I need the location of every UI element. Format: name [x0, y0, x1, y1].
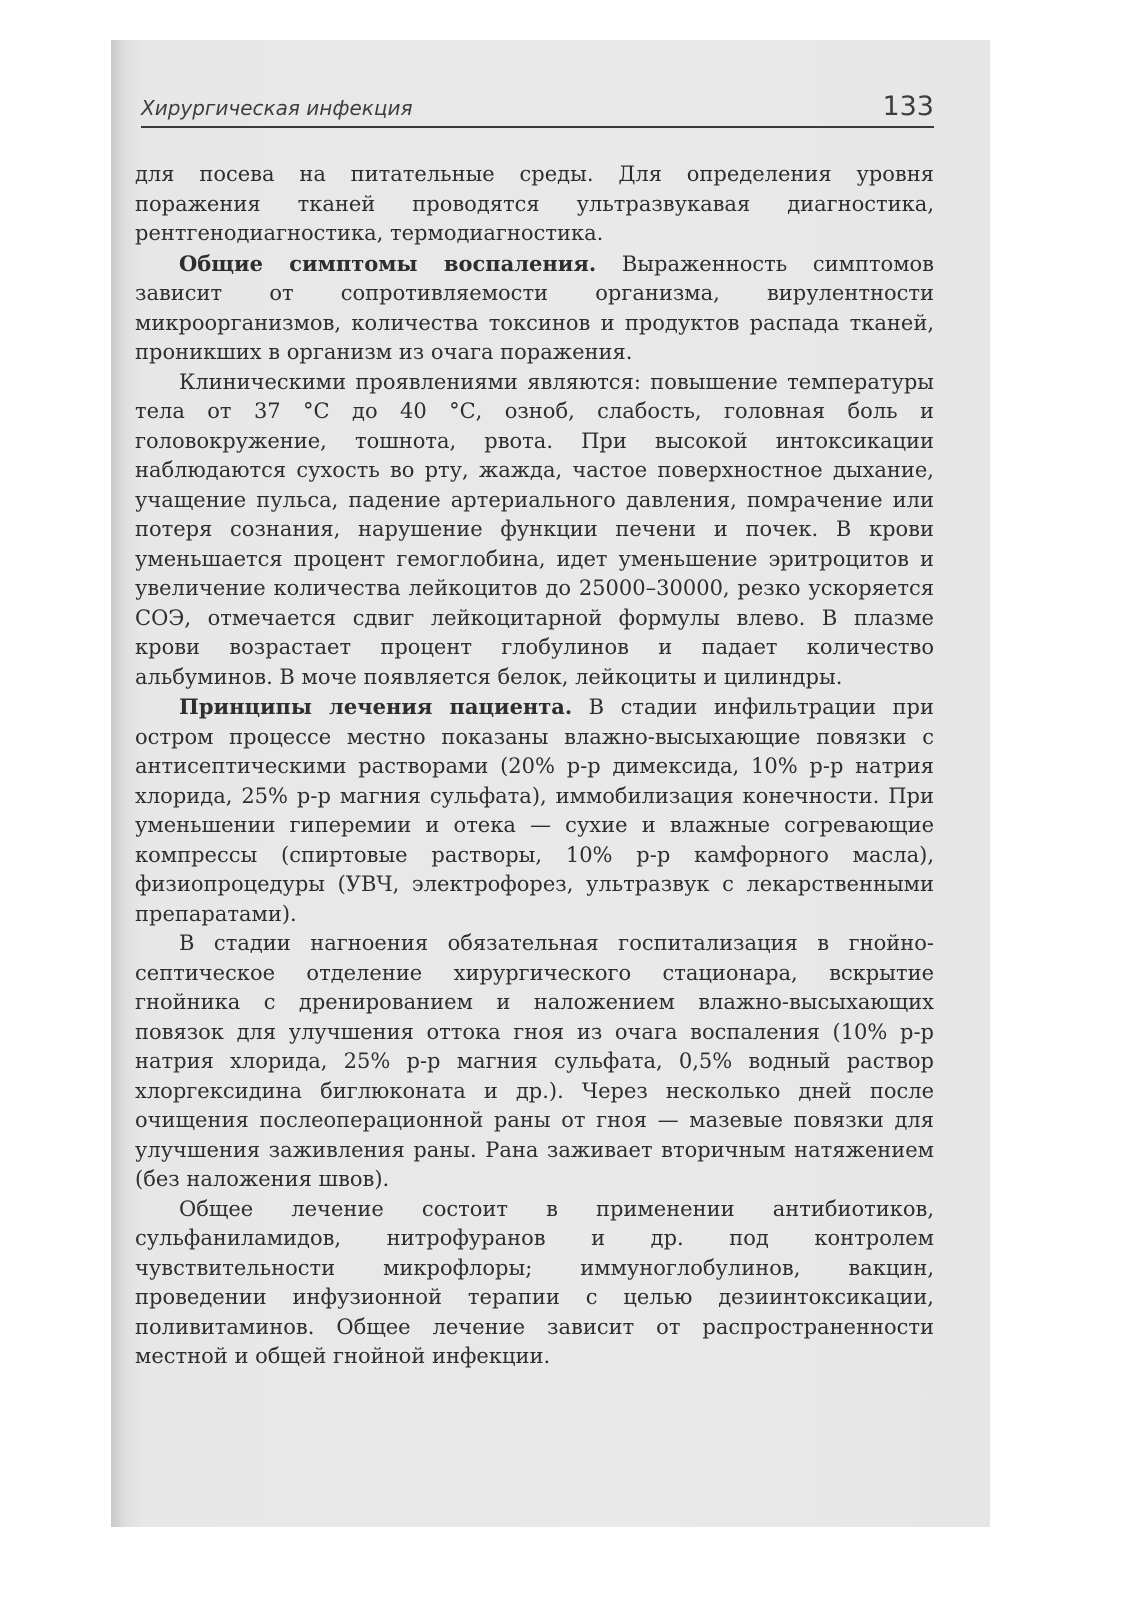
paragraph-text: В стадии инфильтрации при остром процессе местно показаны влажно-высыхающие повязки с антисептическими растворами (20% р-р димексида, 10% р-р натрия хлорида, 25% р-р магния сульфата), иммобилизация конечности. При уменьшении гиперемии и отека — сухие и влажные согревающие компрессы (спиртовые растворы, 10% р-р камфорного масла), физиопроцедуры (УВЧ, электрофорез, ультразвук с лекарственными препаратами). — [135, 695, 934, 926]
book-page — [111, 40, 990, 1527]
paragraph — [135, 160, 934, 249]
paragraph-text: для посева на питательные среды. Для определения уровня поражения тканей проводятся ультразвукавая диагностика, рентгенодиагностика, термодиагностика. — [135, 162, 934, 245]
paragraph — [135, 249, 934, 368]
paragraph-text: Клиническими проявлениями являются: повышение температуры тела от 37 °С до 40 °С, озноб, слабость, головная боль и головокружение, тошнота, рвота. При высокой интоксикации наблюдаются сухость во рту, жажда, частое поверхностное дыхание, учащение пульса, падение артериального давления, помрачение или потеря сознания, нарушение функции печени и почек. В крови уменьшается процент гемоглобина, идет уменьшение эритроцитов и увеличение количества лейкоцитов до 25000–30000, резко ускоряется СОЭ, отмечается сдвиг лейкоцитарной формулы влево. В плазме крови возрастает процент глобулинов и падает количество альбуминов. В моче появляется белок, лейкоциты и цилиндры. — [135, 369, 934, 689]
paragraph-text: В стадии нагноения обязательная госпитализация в гнойно-септическое отделение хирургического стационара, вскрытие гнойника с дренированием и наложением влажно-высыхающих повязок для улучшения оттока гноя из очага воспаления (10% р-р натрия хлорида, 25% р-р магния сульфата, 0,5% водный раствор хлоргексидина биглюконата и др.). Через несколько дней после очищения послеоперационной раны от гноя — мазевые повязки для улучшения заживления раны. Рана заживает вторичным натяжением (без наложения швов). — [135, 931, 934, 1191]
paragraph — [135, 368, 934, 693]
paragraph-heading: Общие симптомы воспаления. — [179, 250, 597, 276]
paragraph-heading: Принципы лечения пациента. — [179, 694, 573, 719]
page-number: 133 — [882, 91, 934, 122]
header-rule — [141, 126, 934, 128]
running-title: Хирургическая инфекция — [141, 96, 413, 120]
paragraph — [135, 1195, 934, 1372]
paragraph — [135, 692, 934, 929]
body-text — [135, 160, 934, 1372]
paragraph — [135, 929, 934, 1195]
paragraph-text: Общее лечение состоит в применении антибиотиков, сульфаниламидов, нитрофуранов и др. под контролем чувствительности микрофлоры; иммуноглобулинов, вакцин, проведении инфузионной терапии с целью дезиинтоксикации, поливитаминов. Общее лечение зависит от распространенности местной и общей гнойной инфекции. — [135, 1196, 934, 1368]
paragraph-text: Выраженность симптомов зависит от сопротивляемости организма, вирулентности микроорганизмов, количества токсинов и продуктов распада тканей, проникших в организм из очага поражения. — [135, 251, 934, 364]
page-header — [141, 84, 934, 128]
